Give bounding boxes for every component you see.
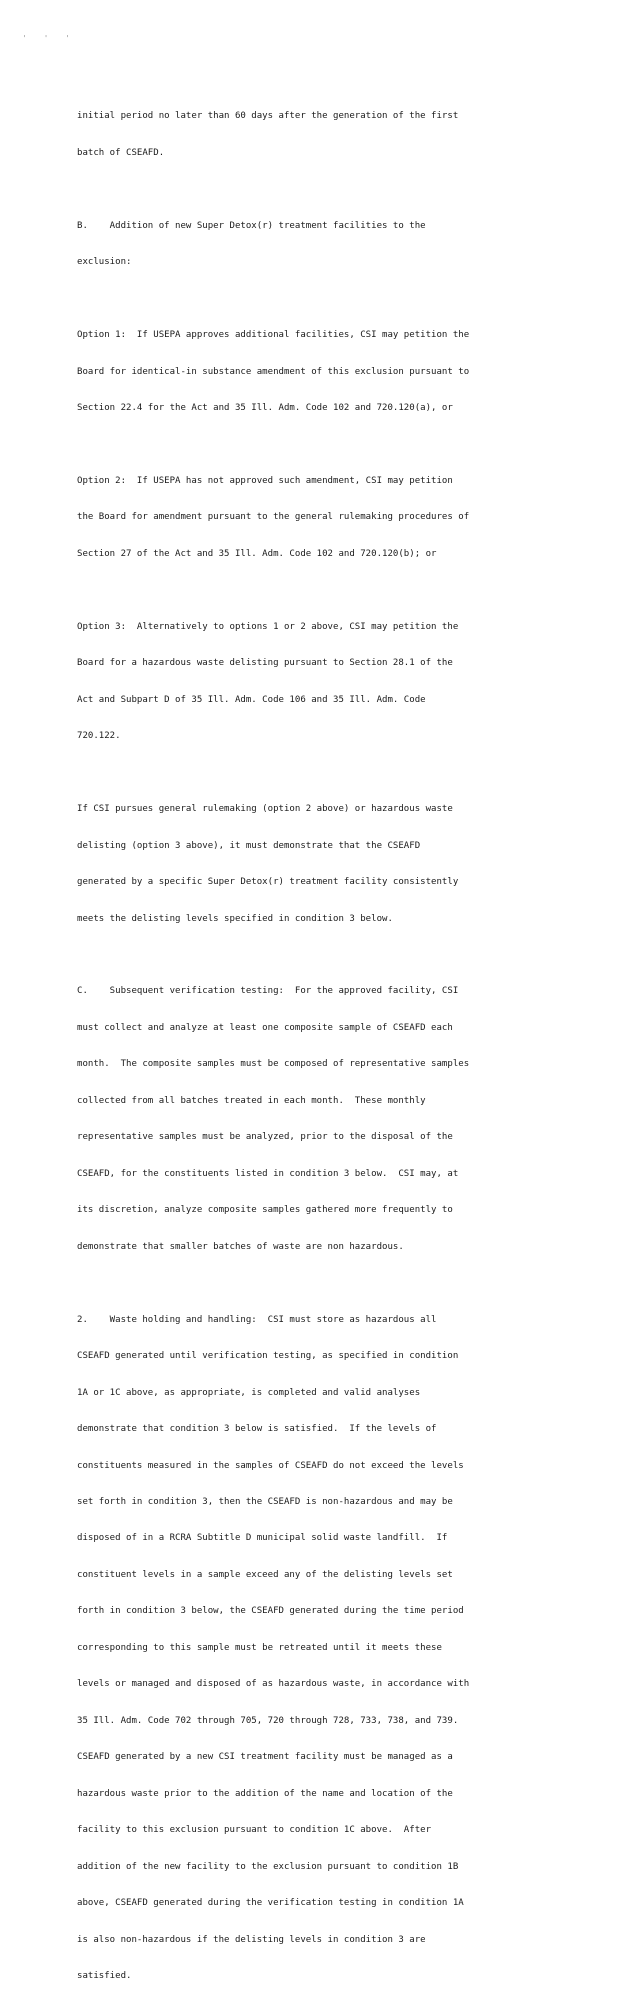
text-line: 720.122. (77, 731, 121, 742)
text-line: hazardous waste prior to the addition of the name and location of the (77, 1788, 453, 1799)
paragraph-general-rulemaking (77, 779, 547, 949)
text-line: initial period no later than 60 days after the generation of the first (77, 111, 459, 122)
text-line: Option 3: Alternatively to options 1 or 2 above, CSI may petition the (77, 621, 459, 632)
text-line: month. The composite samples must be composed of representative samples (77, 1059, 470, 1070)
text-line: meets the delisting levels specified in condition 3 below. (77, 913, 393, 924)
text-line: CSEAFD generated until verification testing, as specified in condition (77, 1351, 459, 1362)
paragraph-option-3 (77, 597, 547, 767)
section-c-heading: C. Subsequent verification testing: For the approved facility, CSI (77, 986, 459, 997)
text-line: 35 Ill. Adm. Code 702 through 705, 720 through 728, 733, 738, and 739. (77, 1715, 459, 1726)
paragraph-option-1 (77, 305, 547, 439)
text-line: must collect and analyze at least one composite sample of CSEAFD each (77, 1022, 453, 1033)
text-line: above, CSEAFD generated during the verification testing in condition 1A (77, 1898, 464, 1909)
text-line: the Board for amendment pursuant to the general rulemaking procedures of (77, 512, 470, 523)
text-line: Section 27 of the Act and 35 Ill. Adm. Code 102 and 720.120(b); or (77, 548, 437, 559)
text-line: demonstrate that condition 3 below is satisfied. If the levels of (77, 1424, 437, 1435)
text-line: generated by a specific Super Detox(r) treatment facility consistently (77, 877, 459, 888)
text-line: If CSI pursues general rulemaking (option 2 above) or hazardous waste (77, 804, 453, 815)
text-line: levels or managed and disposed of as hazardous waste, in accordance with (77, 1679, 470, 1690)
text-line: 1A or 1C above, as appropriate, is completed and valid analyses (77, 1387, 421, 1398)
paragraph-option-2 (77, 451, 547, 585)
text-line: is also non-hazardous if the delisting levels in condition 3 are (77, 1934, 426, 1945)
text-line: facility to this exclusion pursuant to condition 1C above. After (77, 1825, 432, 1836)
text-line: constituent levels in a sample exceed any of the delisting levels set (77, 1569, 453, 1580)
paragraph-section-2 (77, 1289, 547, 2006)
text-line: demonstrate that smaller batches of waste are non hazardous. (77, 1241, 404, 1252)
text-line: CSEAFD, for the constituents listed in condition 3 below. CSI may, at (77, 1168, 459, 1179)
paragraph-intro (77, 86, 547, 183)
text-line: forth in condition 3 below, the CSEAFD generated during the time period (77, 1606, 464, 1617)
text-line: CSEAFD generated by a new CSI treatment facility must be managed as a (77, 1752, 453, 1763)
text-line: Option 1: If USEPA approves additional facilities, CSI may petition the (77, 330, 470, 341)
text-line: set forth in condition 3, then the CSEAFD is non-hazardous and may be (77, 1497, 453, 1508)
scan-mark: ' ' ' (22, 34, 77, 43)
text-line: Act and Subpart D of 35 Ill. Adm. Code 106 and 35 Ill. Adm. Code (77, 694, 426, 705)
text-line: Board for a hazardous waste delisting pursuant to Section 28.1 of the (77, 658, 453, 669)
text-line: addition of the new facility to the exclusion pursuant to condition 1B (77, 1861, 459, 1872)
section-2-heading: 2. Waste holding and handling: CSI must store as hazardous all (77, 1314, 437, 1325)
text-line: collected from all batches treated in each month. These monthly (77, 1095, 426, 1106)
text-line: corresponding to this sample must be retreated until it meets these (77, 1642, 442, 1653)
text-line: constituents measured in the samples of CSEAFD do not exceed the levels (77, 1460, 464, 1471)
text-line: disposed of in a RCRA Subtitle D municipal solid waste landfill. If (77, 1533, 448, 1544)
text-line: its discretion, analyze composite samples gathered more frequently to (77, 1205, 453, 1216)
text-line: Board for identical-in substance amendment of this exclusion pursuant to (77, 366, 470, 377)
text-line: delisting (option 3 above), it must demonstrate that the CSEAFD (77, 840, 421, 851)
text-line: exclusion: (77, 257, 132, 268)
document-body (77, 86, 547, 2007)
text-line: representative samples must be analyzed, prior to the disposal of the (77, 1132, 453, 1143)
section-b-heading: B. Addition of new Super Detox(r) treatment facilities to the (77, 220, 426, 231)
paragraph-section-c (77, 961, 547, 1277)
text-line: satisfied. (77, 1971, 132, 1982)
text-line: Option 2: If USEPA has not approved such amendment, CSI may petition (77, 475, 453, 486)
text-line: batch of CSEAFD. (77, 147, 165, 158)
text-line: Section 22.4 for the Act and 35 Ill. Adm. Code 102 and 720.120(a), or (77, 403, 453, 414)
paragraph-section-b (77, 195, 547, 292)
